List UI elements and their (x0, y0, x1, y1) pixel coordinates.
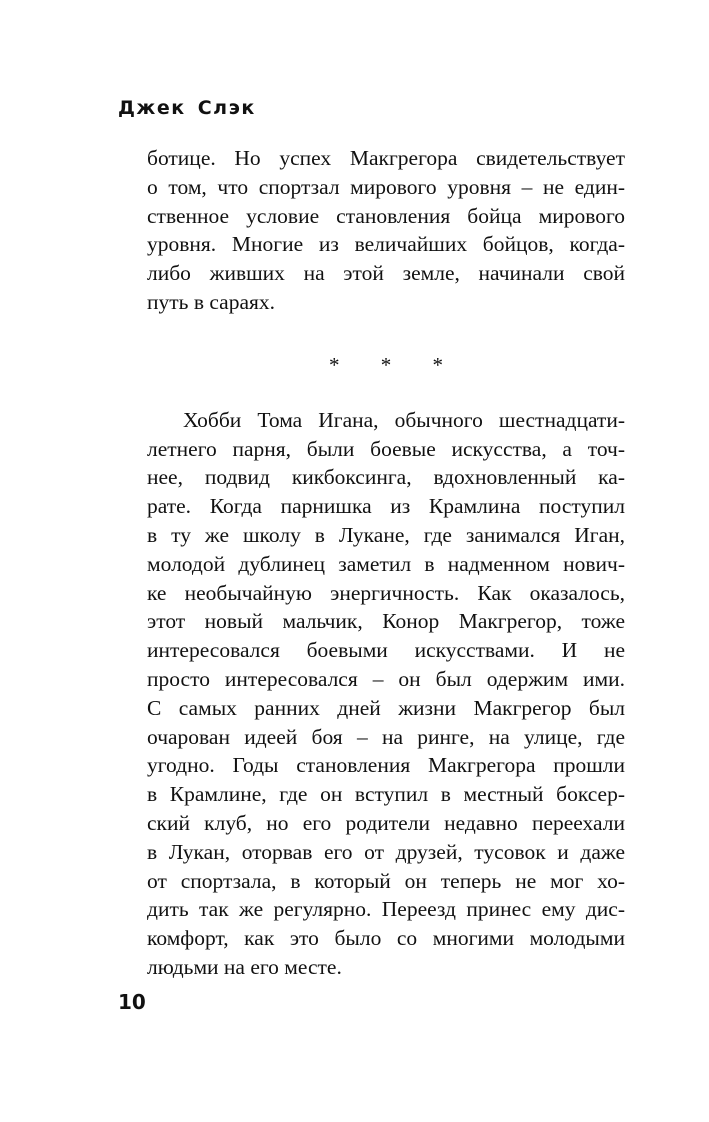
paragraph (147, 144, 625, 317)
text-line: от спортзала, в который он теперь не мог хо- (147, 868, 625, 893)
running-head-author: Джек Слэк (118, 97, 256, 119)
text-line: ственное условие становления бойца мирового (147, 203, 625, 228)
text-line: комфорт, как это было со многими молодыми (147, 926, 625, 951)
section-break: * * * (329, 352, 461, 377)
text-line: интересовался боевыми искусствами. И не (147, 638, 625, 663)
main-text (147, 144, 625, 982)
text-line: в Лукан, оторвав его от друзей, тусовок и даже (147, 839, 625, 864)
text-line: о том, что спортзал мирового уровня – не един- (147, 174, 625, 199)
text-line: ботице. Но успех Макгрегора свидетельствует (147, 146, 625, 170)
text-line: Хобби Тома Игана, обычного шестнадцати- (183, 407, 625, 432)
text-line: уровня. Многие из величайших бойцов, когда- (147, 232, 625, 257)
text-line: людьми на его месте. (147, 954, 342, 979)
text-line: ке необычайную энергичность. Как оказалось, (147, 580, 625, 605)
text-line: в ту же школу в Лукане, где занимался Иган, (147, 522, 625, 547)
text-line: путь в сараях. (147, 289, 276, 314)
text-line: просто интересовался – он был одержим ими. (147, 666, 625, 691)
text-line: либо живших на этой земле, начинали свой (147, 261, 625, 286)
text-line: дить так же регулярно. Переезд принес ему дис- (147, 897, 625, 922)
text-line: молодой дублинец заметил в надменном нович- (147, 551, 625, 576)
page-number: 10 (118, 990, 146, 1014)
text-line: рате. Когда парнишка из Крамлина поступил (147, 494, 625, 519)
text-line: в Крамлине, где он вступил в местный боксер- (147, 782, 625, 807)
text-line: очарован идеей боя – на ринге, на улице, где (147, 724, 625, 749)
text-line: С самых ранних дней жизни Макгрегор был (147, 695, 625, 720)
text-line: угодно. Годы становления Макгрегора прошли (147, 753, 625, 778)
text-line: нее, подвид кикбоксинга, вдохновленный ка- (147, 465, 625, 490)
text-line: этот новый мальчик, Конор Макгрегор, тоже (147, 609, 625, 634)
paragraph (147, 406, 625, 982)
text-line: ский клуб, но его родители недавно переехали (147, 810, 625, 835)
text-line: летнего парня, были боевые искусства, а точ- (147, 436, 625, 461)
